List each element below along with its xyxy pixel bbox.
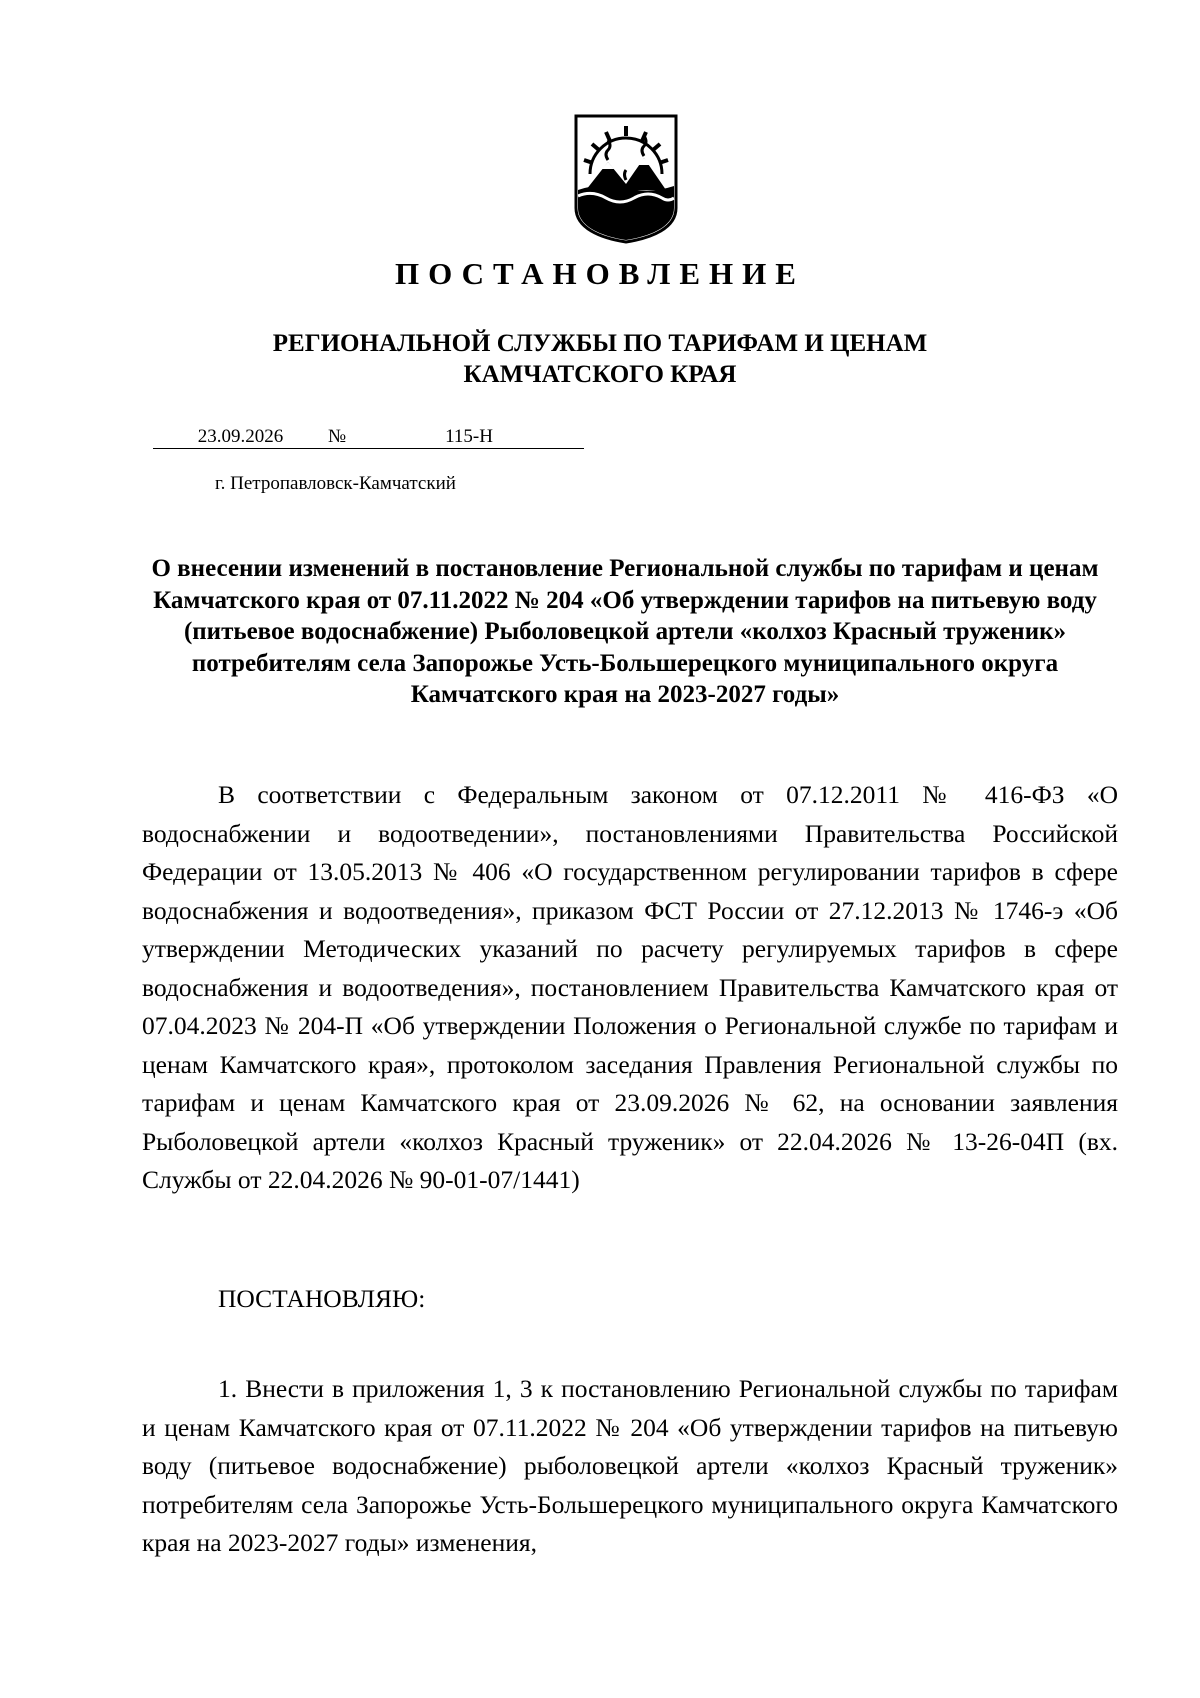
authority-line-1: РЕГИОНАЛЬНОЙ СЛУЖБЫ ПО ТАРИФАМ И ЦЕНАМ: [272, 330, 928, 357]
number-sign: №: [328, 426, 354, 449]
date-number-line: [153, 426, 584, 449]
preamble-paragraph: В соответствии с Федеральным законом от 07.12.2011 № 416-ФЗ «О водоснабжении и водоотведении», постановлениями Правительства Российской Федерации от 13.05.2013 № 406 «О государственном регулировании тарифов в сфере водоснабжения и водоотведения», приказом ФСТ России от 27.12.2013 № 1746-э «Об утверждении Методических указаний по расчету регулируемых тарифов в сфере водоснабжения и водоотведения», постановлением Правительства Камчатского края от 07.04.2023 № 204-П «Об утверждении Положения о Региональной службе по тарифам и ценам Камчатского края», протоколом заседания Правления Региональной службы по тарифам и ценам Камчатского края от 23.09.2026 № 62, на основании заявления Рыболовецкой артели «колхоз Красный труженик» от 22.04.2026 № 13-26-04П (вх. Службы от 22.04.2026 № 90-01-07/1441): [142, 780, 1118, 1194]
preamble: [142, 776, 1118, 1200]
clause-1-paragraph: 1. Внести в приложения 1, 3 к постановлению Региональной службы по тарифам и ценам Камчатского края от 07.11.2022 № 204 «Об утверждении тарифов на питьевую воду (питьевое водоснабжение) рыболовецкой артели «колхоз Красный труженик» потребителям села Запорожье Усть-Большерецкого муниципального округа Камчатского края на 2023-2027 годы» изменения,: [142, 1374, 1118, 1557]
place-of-issue: г. Петропавловск-Камчатский: [215, 473, 456, 494]
document-date: 23.09.2026: [153, 426, 328, 449]
document-number: 115-Н: [354, 426, 584, 449]
issuing-authority: [0, 328, 1200, 390]
document-title: ПОСТАНОВЛЕНИЕ: [395, 256, 805, 291]
decree-word: ПОСТАНОВЛЯЮ:: [218, 1284, 426, 1313]
coat-of-arms-icon: [572, 112, 680, 244]
authority-line-2: КАМЧАТСКОГО КРАЯ: [463, 361, 737, 388]
clause-1: [142, 1370, 1118, 1563]
document-subject: О внесении изменений в постановление Региональной службы по тарифам и ценам Камчатского края от 07.11.2022 № 204 «Об утверждении тарифов на питьевую воду (питьевое водоснабжение) Рыболовецкой артели «колхоз Красный труженик» потребителям села Запорожье Усть-Большерецкого муниципального округа Камчатского края на 2023-2027 годы»: [151, 555, 1099, 709]
